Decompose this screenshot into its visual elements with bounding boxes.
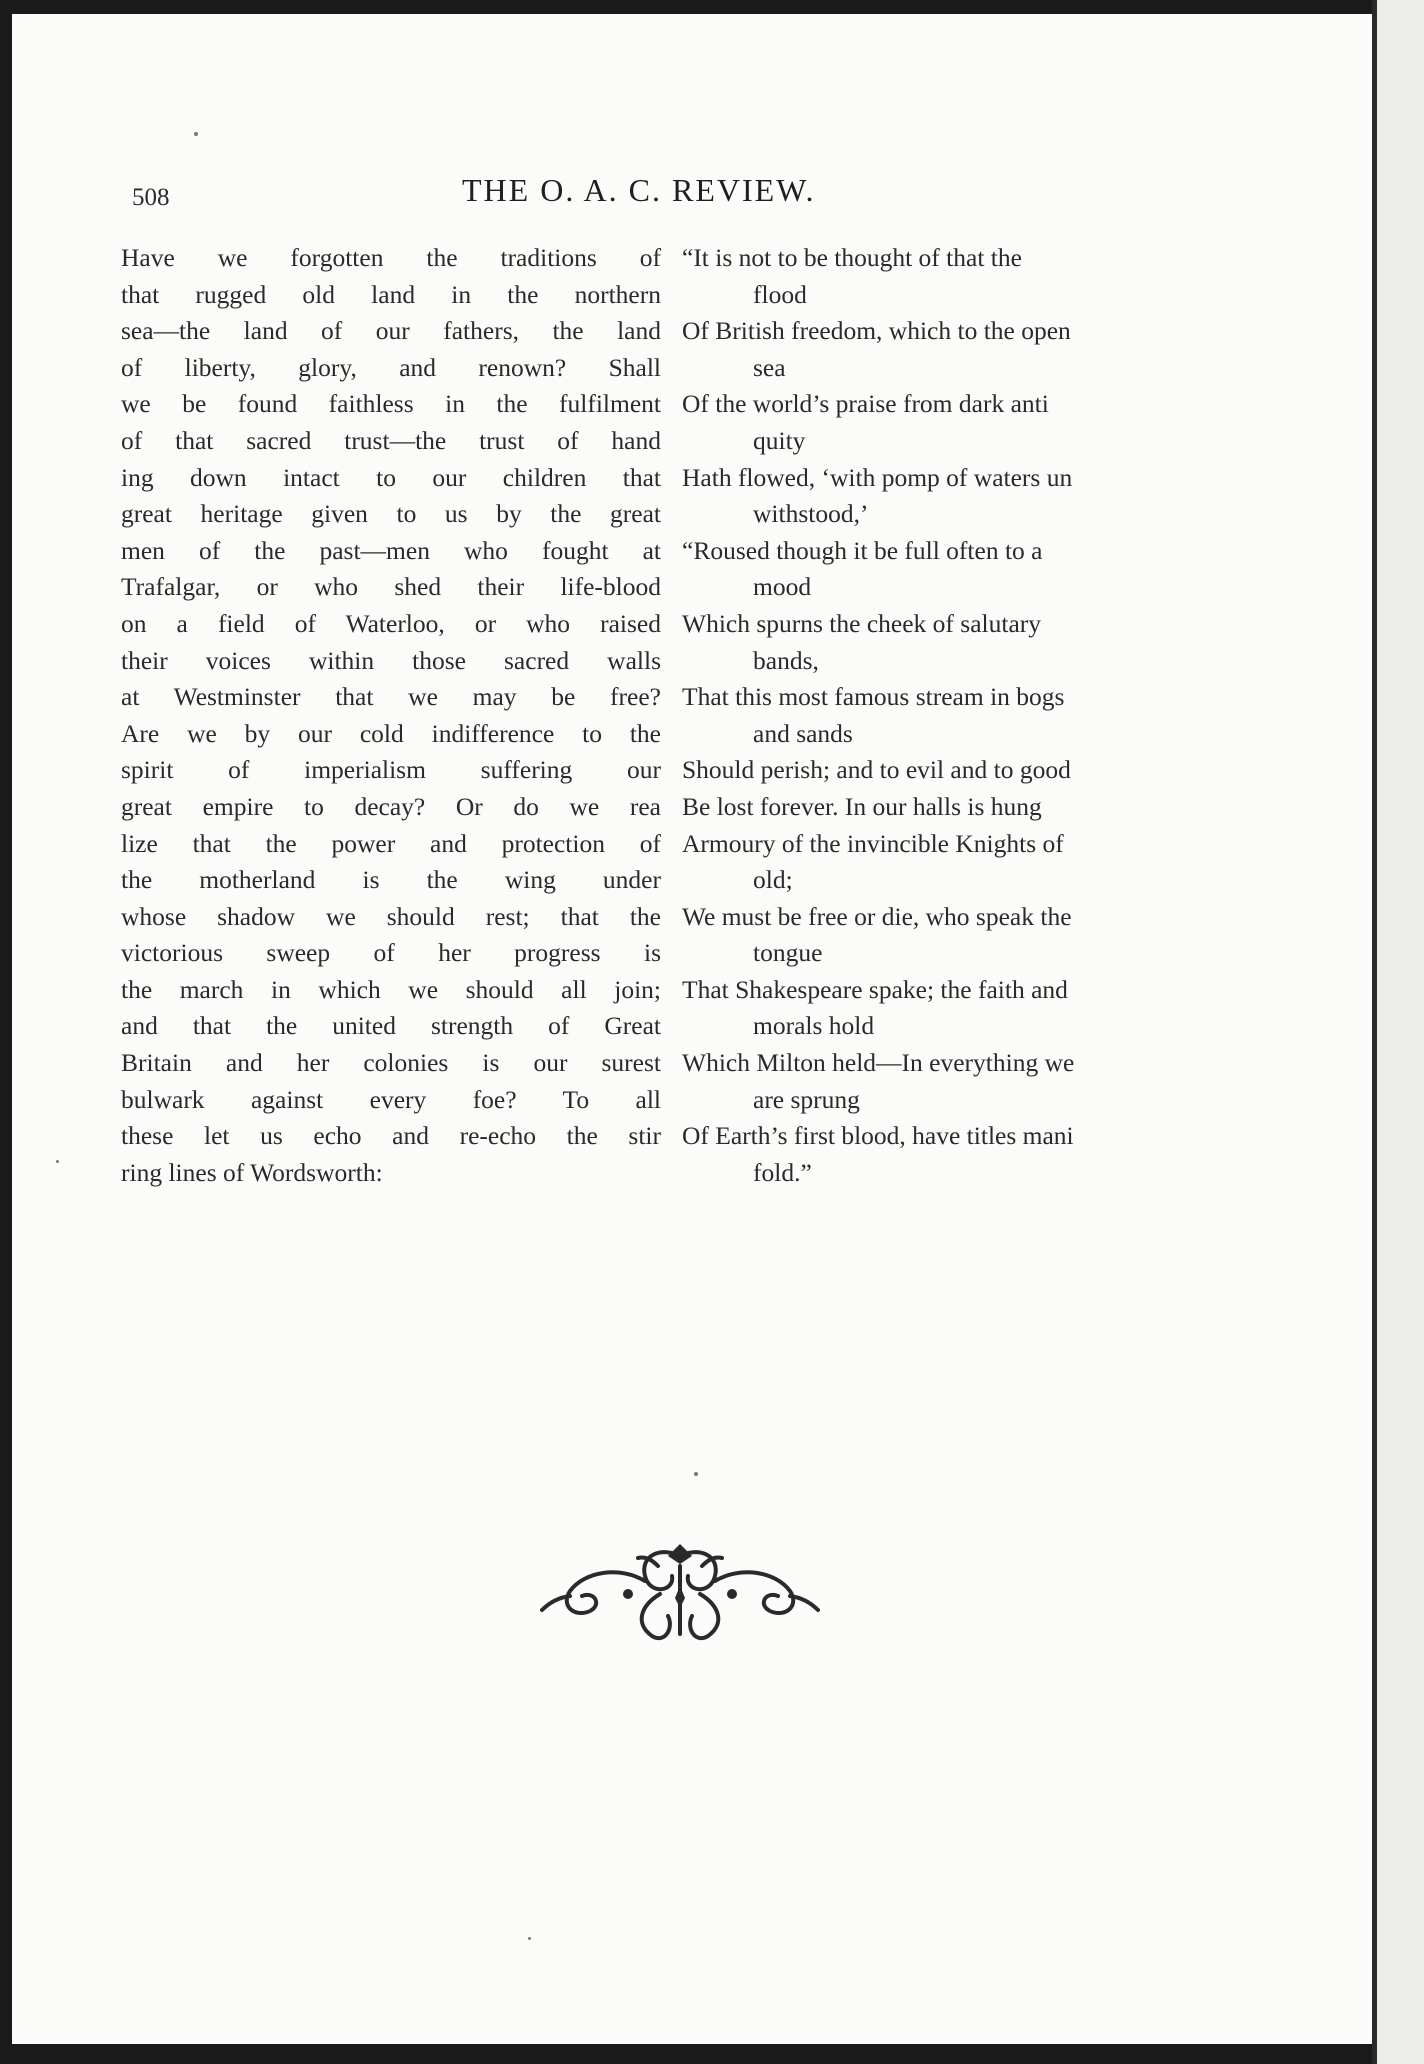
poem-line: Of Earth’s first blood, have titles mani bbox=[682, 1121, 1074, 1151]
poem-line: tongue bbox=[753, 938, 823, 968]
poem-line: morals hold bbox=[753, 1011, 875, 1041]
poem-line: fold.” bbox=[753, 1157, 812, 1187]
floral-ornament-icon bbox=[540, 1536, 820, 1646]
text-line: ring lines of Wordsworth: bbox=[121, 1157, 383, 1187]
poem-line: flood bbox=[753, 279, 807, 309]
poem-line: sea bbox=[753, 352, 786, 382]
left-text-column bbox=[121, 240, 661, 1191]
poem-line: Of British freedom, which to the open bbox=[682, 316, 1071, 346]
poem-line: mood bbox=[753, 572, 812, 602]
paper-speck bbox=[528, 1937, 531, 1940]
text-line: of that sacred trust—the trust of hand bbox=[121, 425, 661, 455]
text-line: at Westminster that we may be free? bbox=[121, 682, 661, 712]
poem-line: bands, bbox=[753, 645, 819, 675]
poem-line: quity bbox=[753, 425, 806, 455]
text-line: the march in which we should all join; bbox=[121, 974, 661, 1004]
text-line: men of the past—men who fought at bbox=[121, 535, 661, 565]
poem-line: “It is not to be thought of that the bbox=[682, 243, 1022, 272]
poem-line: Hath flowed, ‘with pomp of waters un bbox=[682, 462, 1073, 492]
text-line: sea—the land of our fathers, the land bbox=[121, 316, 661, 346]
poem-line: “Roused though it be full often to a bbox=[682, 535, 1043, 565]
poem-line: Should perish; and to evil and to good bbox=[682, 755, 1071, 785]
paper-speck bbox=[694, 1472, 698, 1476]
poem-line: old; bbox=[753, 865, 793, 895]
page-number: 508 bbox=[132, 184, 170, 211]
poem-line: Be lost forever. In our halls is hung bbox=[682, 791, 1042, 821]
text-line: Are we by our cold indifference to the bbox=[121, 718, 661, 748]
paper-speck bbox=[56, 1160, 59, 1163]
text-line: Have we forgotten the traditions of bbox=[121, 243, 661, 272]
poem-line: Of the world’s praise from dark anti bbox=[682, 389, 1049, 419]
poem-line: and sands bbox=[753, 718, 853, 748]
text-line: lize that the power and protection of bbox=[121, 828, 661, 858]
scanned-page bbox=[12, 14, 1372, 2044]
text-line: Britain and her colonies is our surest bbox=[121, 1048, 661, 1078]
text-line: of liberty, glory, and renown? Shall bbox=[121, 352, 661, 382]
text-line: that rugged old land in the northern bbox=[121, 279, 661, 309]
text-line: their voices within those sacred walls bbox=[121, 645, 661, 675]
poem-line: are sprung bbox=[753, 1084, 860, 1114]
text-line: Trafalgar, or who shed their life-blood bbox=[121, 572, 661, 602]
poem-line: We must be free or die, who speak the bbox=[682, 901, 1072, 931]
text-line: victorious sweep of her progress is bbox=[121, 938, 661, 968]
page-header bbox=[12, 172, 1372, 212]
paper-speck bbox=[194, 132, 198, 136]
right-poem-column bbox=[682, 240, 1242, 1191]
text-line: these let us echo and re-echo the stir bbox=[121, 1121, 661, 1151]
poem-line: Which Milton held—In everything we bbox=[682, 1048, 1075, 1078]
text-line: bulwark against every foe? To all bbox=[121, 1084, 661, 1114]
poem-line: That this most famous stream in bogs bbox=[682, 682, 1065, 712]
text-line: and that the united strength of Great bbox=[121, 1011, 661, 1041]
text-line: whose shadow we should rest; that the bbox=[121, 901, 661, 931]
text-line: the motherland is the wing under bbox=[121, 865, 661, 895]
poem-line: withstood,’ bbox=[753, 499, 869, 529]
facing-page-edge bbox=[1372, 0, 1424, 2064]
text-line: great empire to decay? Or do we rea bbox=[121, 791, 661, 821]
text-line: on a field of Waterloo, or who raised bbox=[121, 608, 661, 638]
text-line: great heritage given to us by the great bbox=[121, 499, 661, 529]
text-line: we be found faithless in the fulfilment bbox=[121, 389, 661, 419]
poem-line: That Shakespeare spake; the faith and bbox=[682, 974, 1068, 1004]
text-line: ing down intact to our children that bbox=[121, 462, 661, 492]
running-title: THE O. A. C. REVIEW. bbox=[462, 172, 816, 208]
text-line: spirit of imperialism suffering our bbox=[121, 755, 661, 785]
poem-line: Armoury of the invincible Knights of bbox=[682, 828, 1064, 858]
poem-line: Which spurns the cheek of salutary bbox=[682, 608, 1042, 638]
